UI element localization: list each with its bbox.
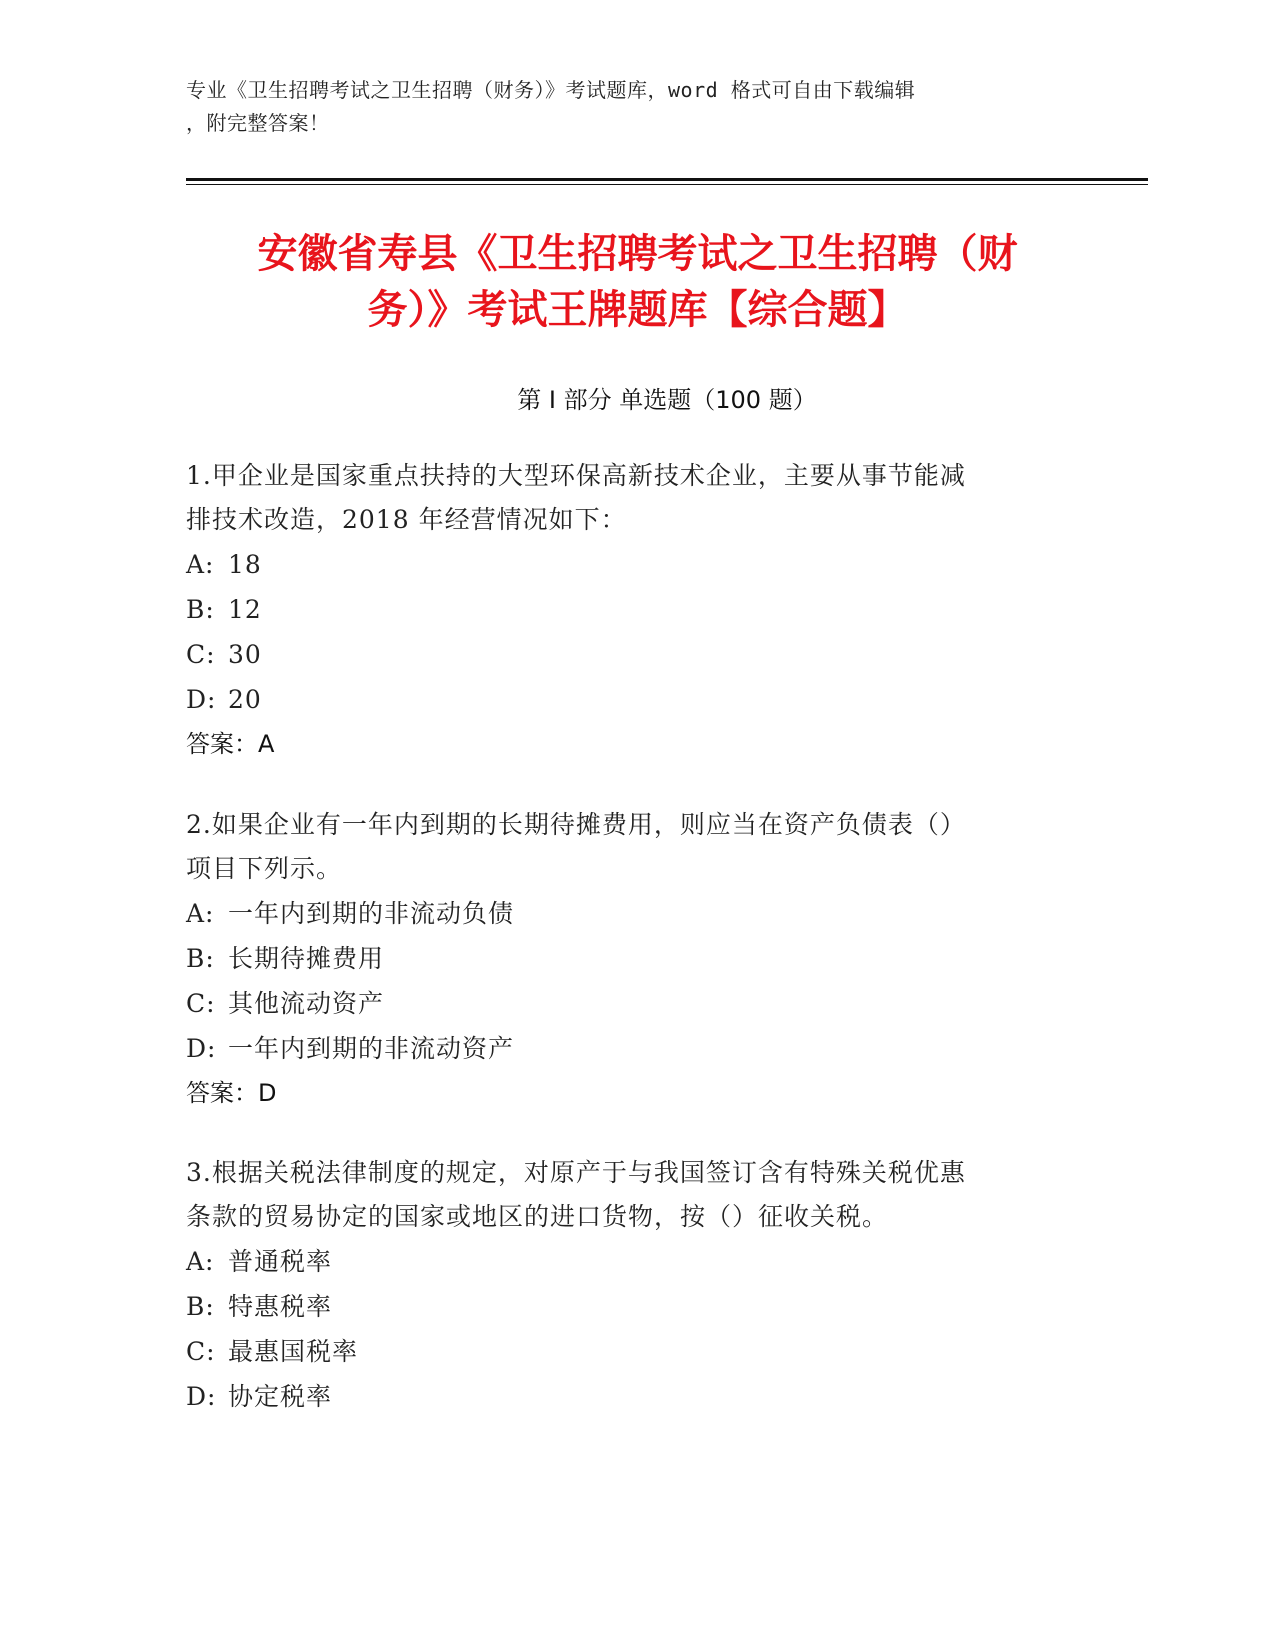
question-2 [186,803,1086,1116]
option-text: 其他流动资产 [228,989,385,1018]
option-d [186,677,1086,722]
question-stem [186,1151,1086,1239]
option-letter: C: [186,640,216,669]
header-divider-thick [186,178,1148,181]
option-b [186,587,1086,632]
option-letter: A: [186,550,215,579]
header-note-line: ，附完整答案！ [186,111,330,135]
question-stem-line: 1.甲企业是国家重点扶持的大型环保高新技术企业，主要从事节能减 [186,461,966,490]
option-c [186,981,1086,1026]
option-text: 特惠税率 [228,1292,333,1321]
option-letter: B: [186,595,215,624]
option-text: 一年内到期的非流动负债 [228,899,515,928]
option-letter: D: [186,1382,217,1411]
option-letter: D: [186,685,217,714]
option-text: 18 [228,550,262,579]
document-title-line: 务）》考试王牌题库【综合题】 [367,287,908,333]
option-text: 长期待摊费用 [228,944,385,973]
question-stem [186,454,1086,542]
option-text: 20 [228,685,262,714]
document-title-line: 安徽省寿县《卫生招聘考试之卫生招聘（财 [257,231,1018,277]
option-a [186,542,1086,587]
section-heading: 第 I 部分 单选题（100 题） [517,386,817,414]
option-text: 普通税率 [228,1247,333,1276]
option-d [186,1374,1086,1419]
header-divider-thin [186,184,1148,185]
option-b [186,1284,1086,1329]
question-3 [186,1151,1086,1419]
question-stem-line: 条款的贸易协定的国家或地区的进口货物，按（）征收关税。 [186,1202,889,1231]
answer-line: 答案：D [186,1079,277,1107]
answer-line: 答案：A [186,730,275,758]
header-note-line: 专业《卫生招聘考试之卫生招聘（财务）》考试题库，word 格式可自由下载编辑 [186,78,916,102]
option-text: 12 [228,595,262,624]
question-stem-line: 排技术改造，2018 年经营情况如下： [186,505,627,534]
option-letter: C: [186,1337,216,1366]
question-stem-line: 项目下列示。 [186,854,343,883]
option-text: 最惠国税率 [228,1337,359,1366]
option-a [186,1239,1086,1284]
option-letter: D: [186,1034,217,1063]
option-b [186,936,1086,981]
option-letter: B: [186,1292,215,1321]
question-stem-line: 2.如果企业有一年内到期的长期待摊费用，则应当在资产负债表（） [186,810,966,839]
document-title [130,226,1145,338]
option-text: 一年内到期的非流动资产 [228,1034,515,1063]
option-d [186,1026,1086,1071]
question-stem-line: 3.根据关税法律制度的规定，对原产于与我国签订含有特殊关税优惠 [186,1158,966,1187]
option-letter: A: [186,899,215,928]
question-stem [186,803,1086,891]
option-text: 30 [228,640,262,669]
option-text: 协定税率 [228,1382,333,1411]
option-c [186,1329,1086,1374]
option-c [186,632,1086,677]
option-a [186,891,1086,936]
header-note [186,74,1066,140]
question-1 [186,454,1086,767]
option-letter: A: [186,1247,215,1276]
option-letter: C: [186,989,216,1018]
option-letter: B: [186,944,215,973]
